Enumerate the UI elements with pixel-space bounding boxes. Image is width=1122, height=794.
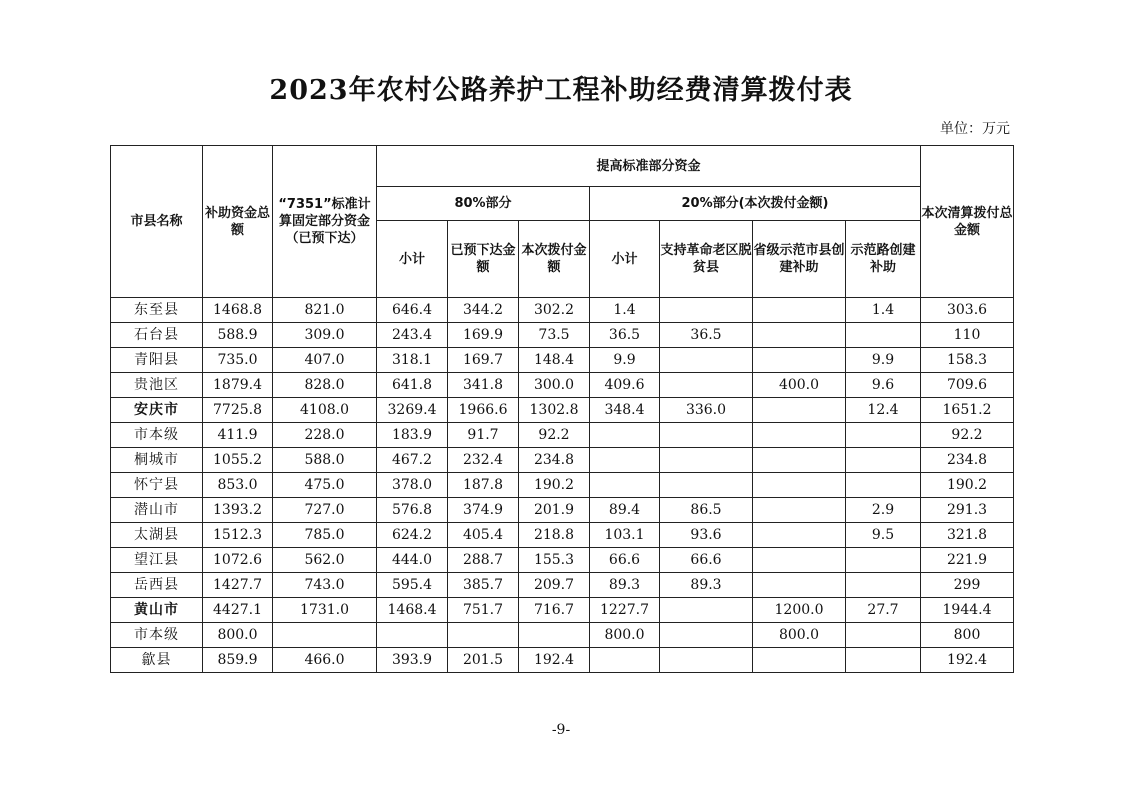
value-cell-c3: 183.9 — [377, 423, 448, 448]
value-cell-c6 — [590, 448, 660, 473]
row-name-cell: 岳西县 — [111, 573, 203, 598]
value-cell-c2: 466.0 — [273, 648, 377, 673]
value-cell-c6: 9.9 — [590, 348, 660, 373]
value-cell-c1: 1468.8 — [203, 298, 273, 323]
value-cell-c8 — [753, 498, 846, 523]
row-name-cell: 怀宁县 — [111, 473, 203, 498]
value-cell-c3: 576.8 — [377, 498, 448, 523]
row-name-cell: 桐城市 — [111, 448, 203, 473]
value-cell-c6: 103.1 — [590, 523, 660, 548]
value-cell-c3: 243.4 — [377, 323, 448, 348]
value-cell-c10: 158.3 — [921, 348, 1014, 373]
value-cell-c3: 3269.4 — [377, 398, 448, 423]
value-cell-c5: 300.0 — [519, 373, 590, 398]
header-fixed-7351: “7351”标准计算固定部分资金（已预下达） — [273, 146, 377, 298]
row-name-cell: 歙县 — [111, 648, 203, 673]
value-cell-c4: 91.7 — [448, 423, 519, 448]
value-cell-c10: 321.8 — [921, 523, 1014, 548]
value-cell-c2: 4108.0 — [273, 398, 377, 423]
value-cell-c5: 148.4 — [519, 348, 590, 373]
value-cell-c7 — [660, 598, 753, 623]
value-cell-c8: 400.0 — [753, 373, 846, 398]
value-cell-c10: 190.2 — [921, 473, 1014, 498]
value-cell-c8 — [753, 523, 846, 548]
value-cell-c9 — [846, 423, 921, 448]
value-cell-c10: 110 — [921, 323, 1014, 348]
value-cell-c7: 66.6 — [660, 548, 753, 573]
value-cell-c8 — [753, 548, 846, 573]
value-cell-c8: 1200.0 — [753, 598, 846, 623]
value-cell-c1: 859.9 — [203, 648, 273, 673]
row-name-cell: 青阳县 — [111, 348, 203, 373]
table-row — [111, 573, 1014, 598]
value-cell-c4: 751.7 — [448, 598, 519, 623]
value-cell-c2: 727.0 — [273, 498, 377, 523]
header-total-subsidy: 补助资金总额 — [203, 146, 273, 298]
value-cell-c8 — [753, 348, 846, 373]
header-demo-road: 示范路创建补助 — [846, 221, 921, 298]
value-cell-c10: 1651.2 — [921, 398, 1014, 423]
value-cell-c6: 89.4 — [590, 498, 660, 523]
value-cell-c9 — [846, 548, 921, 573]
value-cell-c4: 385.7 — [448, 573, 519, 598]
value-cell-c4: 232.4 — [448, 448, 519, 473]
value-cell-c5: 218.8 — [519, 523, 590, 548]
value-cell-c8 — [753, 423, 846, 448]
value-cell-c8: 800.0 — [753, 623, 846, 648]
row-name-cell: 望江县 — [111, 548, 203, 573]
value-cell-c3: 646.4 — [377, 298, 448, 323]
value-cell-c4: 341.8 — [448, 373, 519, 398]
page-title: 2023年农村公路养护工程补助经费清算拨付表 — [269, 75, 853, 106]
value-cell-c2: 562.0 — [273, 548, 377, 573]
value-cell-c9 — [846, 648, 921, 673]
value-cell-c3: 595.4 — [377, 573, 448, 598]
value-cell-c1: 588.9 — [203, 323, 273, 348]
value-cell-c10: 709.6 — [921, 373, 1014, 398]
value-cell-c9: 2.9 — [846, 498, 921, 523]
value-cell-c9 — [846, 448, 921, 473]
value-cell-c1: 1393.2 — [203, 498, 273, 523]
value-cell-c3: 467.2 — [377, 448, 448, 473]
header-raised: 提高标准部分资金 — [377, 146, 921, 187]
value-cell-c5: 192.4 — [519, 648, 590, 673]
value-cell-c4: 201.5 — [448, 648, 519, 673]
value-cell-c6: 36.5 — [590, 323, 660, 348]
value-cell-c5: 1302.8 — [519, 398, 590, 423]
value-cell-c3: 318.1 — [377, 348, 448, 373]
value-cell-c1: 735.0 — [203, 348, 273, 373]
table-row — [111, 548, 1014, 573]
value-cell-c3: 641.8 — [377, 373, 448, 398]
value-cell-c9 — [846, 623, 921, 648]
header-total-this: 本次清算拨付总金额 — [921, 146, 1014, 298]
table-row — [111, 423, 1014, 448]
header-subtotal20: 小计 — [590, 221, 660, 298]
table-row — [111, 473, 1014, 498]
table-row — [111, 323, 1014, 348]
value-cell-c1: 800.0 — [203, 623, 273, 648]
value-cell-c2: 821.0 — [273, 298, 377, 323]
value-cell-c7 — [660, 448, 753, 473]
value-cell-c4: 1966.6 — [448, 398, 519, 423]
table-row — [111, 348, 1014, 373]
value-cell-c8 — [753, 398, 846, 423]
value-cell-c6: 1.4 — [590, 298, 660, 323]
value-cell-c6 — [590, 423, 660, 448]
row-name-cell: 东至县 — [111, 298, 203, 323]
value-cell-c5: 73.5 — [519, 323, 590, 348]
value-cell-c2: 785.0 — [273, 523, 377, 548]
value-cell-c5: 302.2 — [519, 298, 590, 323]
value-cell-c1: 1512.3 — [203, 523, 273, 548]
value-cell-c7: 93.6 — [660, 523, 753, 548]
value-cell-c1: 1427.7 — [203, 573, 273, 598]
value-cell-c1: 4427.1 — [203, 598, 273, 623]
value-cell-c8 — [753, 298, 846, 323]
row-name-cell: 黄山市 — [111, 598, 203, 623]
value-cell-c4: 344.2 — [448, 298, 519, 323]
allocation-table — [110, 145, 1014, 673]
value-cell-c2: 1731.0 — [273, 598, 377, 623]
value-cell-c9: 9.6 — [846, 373, 921, 398]
value-cell-c1: 1072.6 — [203, 548, 273, 573]
value-cell-c3: 624.2 — [377, 523, 448, 548]
table-row — [111, 498, 1014, 523]
value-cell-c7 — [660, 298, 753, 323]
value-cell-c10: 1944.4 — [921, 598, 1014, 623]
value-cell-c6: 409.6 — [590, 373, 660, 398]
value-cell-c6 — [590, 648, 660, 673]
value-cell-c10: 303.6 — [921, 298, 1014, 323]
value-cell-c5: 190.2 — [519, 473, 590, 498]
value-cell-c5: 92.2 — [519, 423, 590, 448]
header-part20: 20%部分(本次拨付金额) — [590, 187, 921, 221]
value-cell-c4 — [448, 623, 519, 648]
value-cell-c7 — [660, 623, 753, 648]
value-cell-c4: 288.7 — [448, 548, 519, 573]
value-cell-c6: 800.0 — [590, 623, 660, 648]
value-cell-c3: 378.0 — [377, 473, 448, 498]
row-name-cell: 安庆市 — [111, 398, 203, 423]
table-row — [111, 398, 1014, 423]
value-cell-c4: 187.8 — [448, 473, 519, 498]
value-cell-c1: 7725.8 — [203, 398, 273, 423]
row-name-cell: 贵池区 — [111, 373, 203, 398]
value-cell-c9: 27.7 — [846, 598, 921, 623]
row-name-cell: 市本级 — [111, 623, 203, 648]
value-cell-c6: 348.4 — [590, 398, 660, 423]
value-cell-c10: 234.8 — [921, 448, 1014, 473]
value-cell-c5: 201.9 — [519, 498, 590, 523]
value-cell-c5: 716.7 — [519, 598, 590, 623]
value-cell-c10: 221.9 — [921, 548, 1014, 573]
value-cell-c1: 1055.2 — [203, 448, 273, 473]
row-name-cell: 市本级 — [111, 423, 203, 448]
value-cell-c7 — [660, 373, 753, 398]
table-row — [111, 623, 1014, 648]
value-cell-c9: 9.9 — [846, 348, 921, 373]
value-cell-c2: 407.0 — [273, 348, 377, 373]
value-cell-c7: 336.0 — [660, 398, 753, 423]
header-pre-issued: 已预下达金额 — [448, 221, 519, 298]
value-cell-c7 — [660, 423, 753, 448]
header-this-alloc: 本次拨付金额 — [519, 221, 590, 298]
value-cell-c5: 155.3 — [519, 548, 590, 573]
value-cell-c10: 291.3 — [921, 498, 1014, 523]
value-cell-c5: 234.8 — [519, 448, 590, 473]
value-cell-c2: 475.0 — [273, 473, 377, 498]
table-row — [111, 373, 1014, 398]
page-number: -9- — [551, 722, 571, 738]
value-cell-c10: 299 — [921, 573, 1014, 598]
value-cell-c2: 228.0 — [273, 423, 377, 448]
value-cell-c1: 1879.4 — [203, 373, 273, 398]
value-cell-c1: 411.9 — [203, 423, 273, 448]
value-cell-c4: 374.9 — [448, 498, 519, 523]
value-cell-c7 — [660, 648, 753, 673]
value-cell-c10: 192.4 — [921, 648, 1014, 673]
value-cell-c10: 800 — [921, 623, 1014, 648]
value-cell-c8 — [753, 323, 846, 348]
value-cell-c3: 444.0 — [377, 548, 448, 573]
value-cell-c6: 66.6 — [590, 548, 660, 573]
value-cell-c9: 9.5 — [846, 523, 921, 548]
table-row — [111, 648, 1014, 673]
value-cell-c6: 1227.7 — [590, 598, 660, 623]
value-cell-c9 — [846, 323, 921, 348]
value-cell-c8 — [753, 473, 846, 498]
value-cell-c2: 588.0 — [273, 448, 377, 473]
value-cell-c9 — [846, 573, 921, 598]
header-revolution: 支持革命老区脱贫县 — [660, 221, 753, 298]
table-row — [111, 523, 1014, 548]
value-cell-c7: 89.3 — [660, 573, 753, 598]
value-cell-c3: 393.9 — [377, 648, 448, 673]
value-cell-c8 — [753, 573, 846, 598]
value-cell-c3 — [377, 623, 448, 648]
value-cell-c2: 309.0 — [273, 323, 377, 348]
row-name-cell: 石台县 — [111, 323, 203, 348]
value-cell-c3: 1468.4 — [377, 598, 448, 623]
table-row — [111, 448, 1014, 473]
header-part80: 80%部分 — [377, 187, 590, 221]
row-name-cell: 潜山市 — [111, 498, 203, 523]
value-cell-c9: 1.4 — [846, 298, 921, 323]
unit-label: 单位：万元 — [940, 121, 1010, 137]
value-cell-c4: 169.7 — [448, 348, 519, 373]
value-cell-c1: 853.0 — [203, 473, 273, 498]
value-cell-c4: 169.9 — [448, 323, 519, 348]
value-cell-c4: 405.4 — [448, 523, 519, 548]
value-cell-c8 — [753, 448, 846, 473]
value-cell-c7: 36.5 — [660, 323, 753, 348]
value-cell-c7: 86.5 — [660, 498, 753, 523]
value-cell-c2 — [273, 623, 377, 648]
value-cell-c9 — [846, 473, 921, 498]
value-cell-c6: 89.3 — [590, 573, 660, 598]
table-row — [111, 598, 1014, 623]
header-subtotal80: 小计 — [377, 221, 448, 298]
row-name-cell: 太湖县 — [111, 523, 203, 548]
value-cell-c10: 92.2 — [921, 423, 1014, 448]
value-cell-c2: 743.0 — [273, 573, 377, 598]
header-demo-county: 省级示范市县创建补助 — [753, 221, 846, 298]
value-cell-c2: 828.0 — [273, 373, 377, 398]
header-name: 市县名称 — [111, 146, 203, 298]
value-cell-c9: 12.4 — [846, 398, 921, 423]
value-cell-c7 — [660, 473, 753, 498]
value-cell-c7 — [660, 348, 753, 373]
value-cell-c6 — [590, 473, 660, 498]
table-body — [111, 298, 1014, 673]
value-cell-c5: 209.7 — [519, 573, 590, 598]
value-cell-c8 — [753, 648, 846, 673]
table-row — [111, 298, 1014, 323]
value-cell-c5 — [519, 623, 590, 648]
